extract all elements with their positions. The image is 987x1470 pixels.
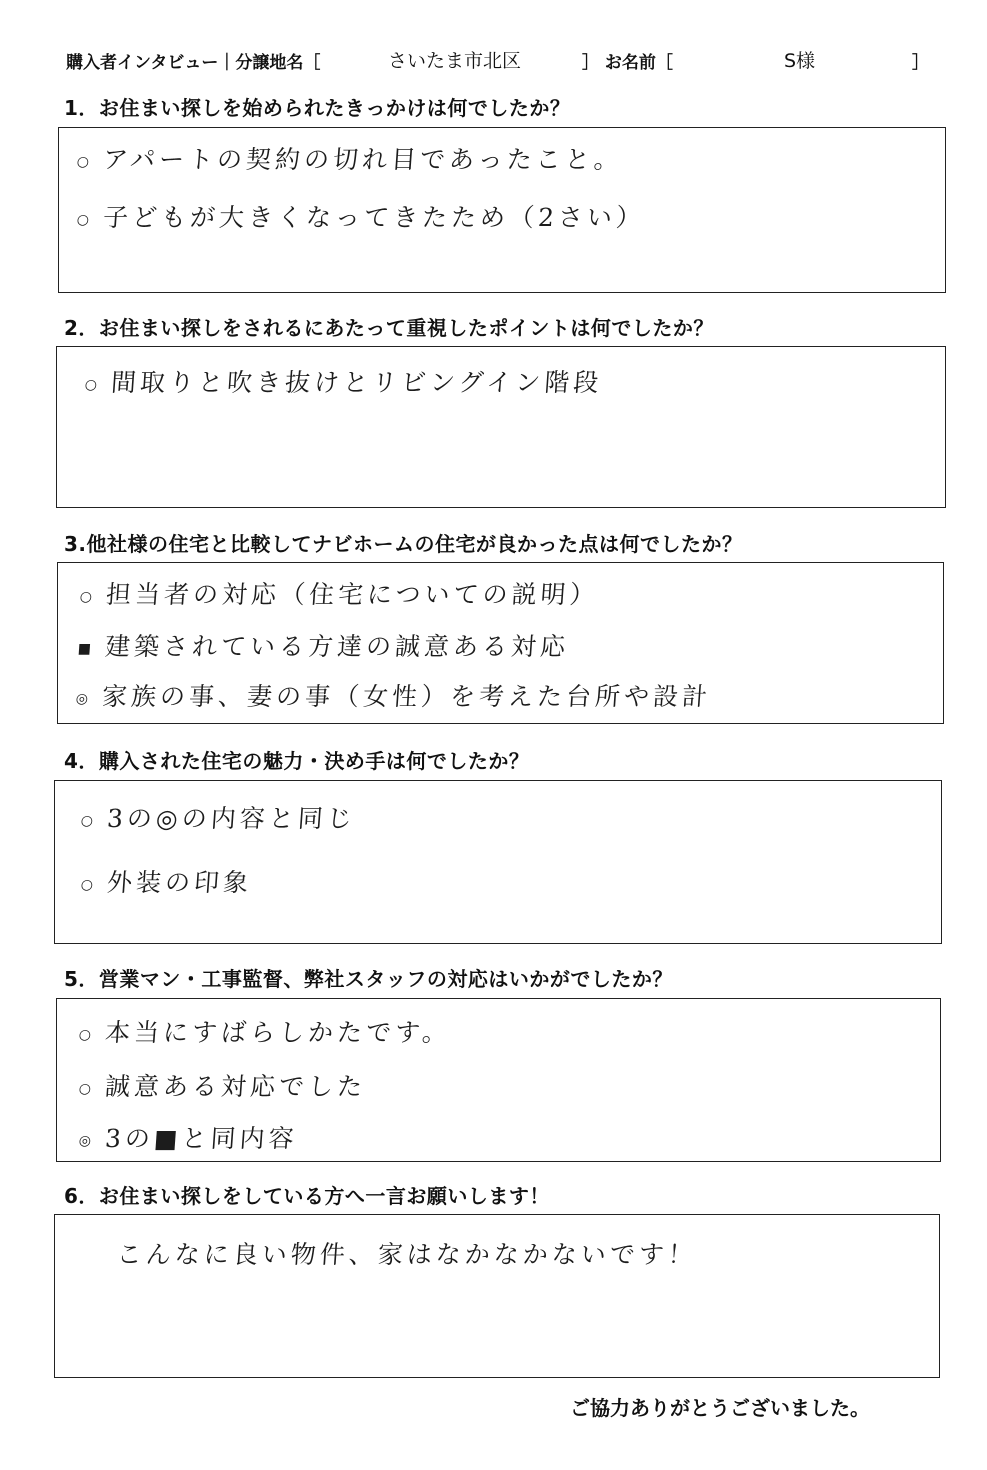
bullet-mark: ○	[84, 376, 98, 393]
question-4: 4．購入された住宅の魅力・決め手は何でしたか？	[64, 749, 530, 773]
double-circle-mark: ◎	[78, 1132, 92, 1149]
answer-6-1: こんなに良い物件、家はなかなかないです！	[115, 1240, 698, 1269]
filled-square-mark: ■	[77, 640, 92, 657]
answer-box-5	[56, 998, 941, 1162]
customer-name-value: S様	[784, 50, 816, 72]
thank-you-message: ご協力ありがとうございました。	[570, 1396, 870, 1420]
answer-3-3: ◎ 家族の事、妻の事（女性）を考えた台所や設計	[75, 682, 713, 711]
answer-5-1: ○ 本当にすばらしかたです。	[78, 1018, 453, 1047]
answer-box-6	[54, 1214, 940, 1378]
answer-4-2: ○ 外装の印象	[80, 868, 254, 897]
question-2: 2．お住まい探しをされるにあたって重視したポイントは何でしたか？	[64, 316, 714, 340]
form-header	[66, 44, 936, 74]
name-label: ］ お名前［	[582, 53, 673, 73]
answer-5-3: ◎ 3の■と同内容	[78, 1124, 299, 1153]
question-6: 6．お住まい探しをしている方へ一言お願いします！	[64, 1184, 550, 1208]
question-3: 3.他社様の住宅と比較してナビホームの住宅が良かった点は何でしたか？	[64, 532, 743, 556]
answer-3-2: ■ 建築されている方達の誠意ある対応	[77, 632, 571, 661]
answer-box-2	[56, 346, 946, 508]
form-title: 購入者インタビュー｜分譲地名［	[66, 53, 321, 73]
question-5: 5．営業マン・工事監督、弊社スタッフの対応はいかがでしたか？	[64, 967, 673, 991]
answer-4-1: ○ 3の◎の内容と同じ	[80, 804, 357, 833]
answer-3-1: ○ 担当者の対応（住宅についての説明）	[79, 580, 600, 609]
answer-1-2: ○ 子どもが大きくなってきたため（2さい）	[76, 203, 647, 232]
answer-box-4	[54, 780, 942, 944]
bullet-mark: ○	[76, 211, 90, 228]
question-1: 1．お住まい探しを始められたきっかけは何でしたか？	[64, 96, 571, 120]
answer-box-3	[57, 562, 944, 724]
answer-5-2: ○ 誠意ある対応でした	[78, 1072, 368, 1101]
bullet-mark: ○	[79, 588, 93, 605]
double-circle-mark: ◎	[75, 690, 89, 707]
answer-box-1	[58, 127, 946, 293]
bullet-mark: ○	[78, 1026, 92, 1043]
bullet-mark: ○	[76, 153, 90, 170]
bullet-mark: ○	[78, 1080, 92, 1097]
bullet-mark: ○	[80, 812, 94, 829]
bullet-mark: ○	[80, 876, 94, 893]
site-name-value: さいたま市北区	[388, 50, 522, 72]
answer-1-1: ○ アパートの契約の切れ目であったこと。	[76, 145, 624, 174]
name-bracket-close: ］	[912, 53, 929, 73]
answer-2-1: ○ 間取りと吹き抜けとリビングイン階段	[84, 368, 604, 397]
